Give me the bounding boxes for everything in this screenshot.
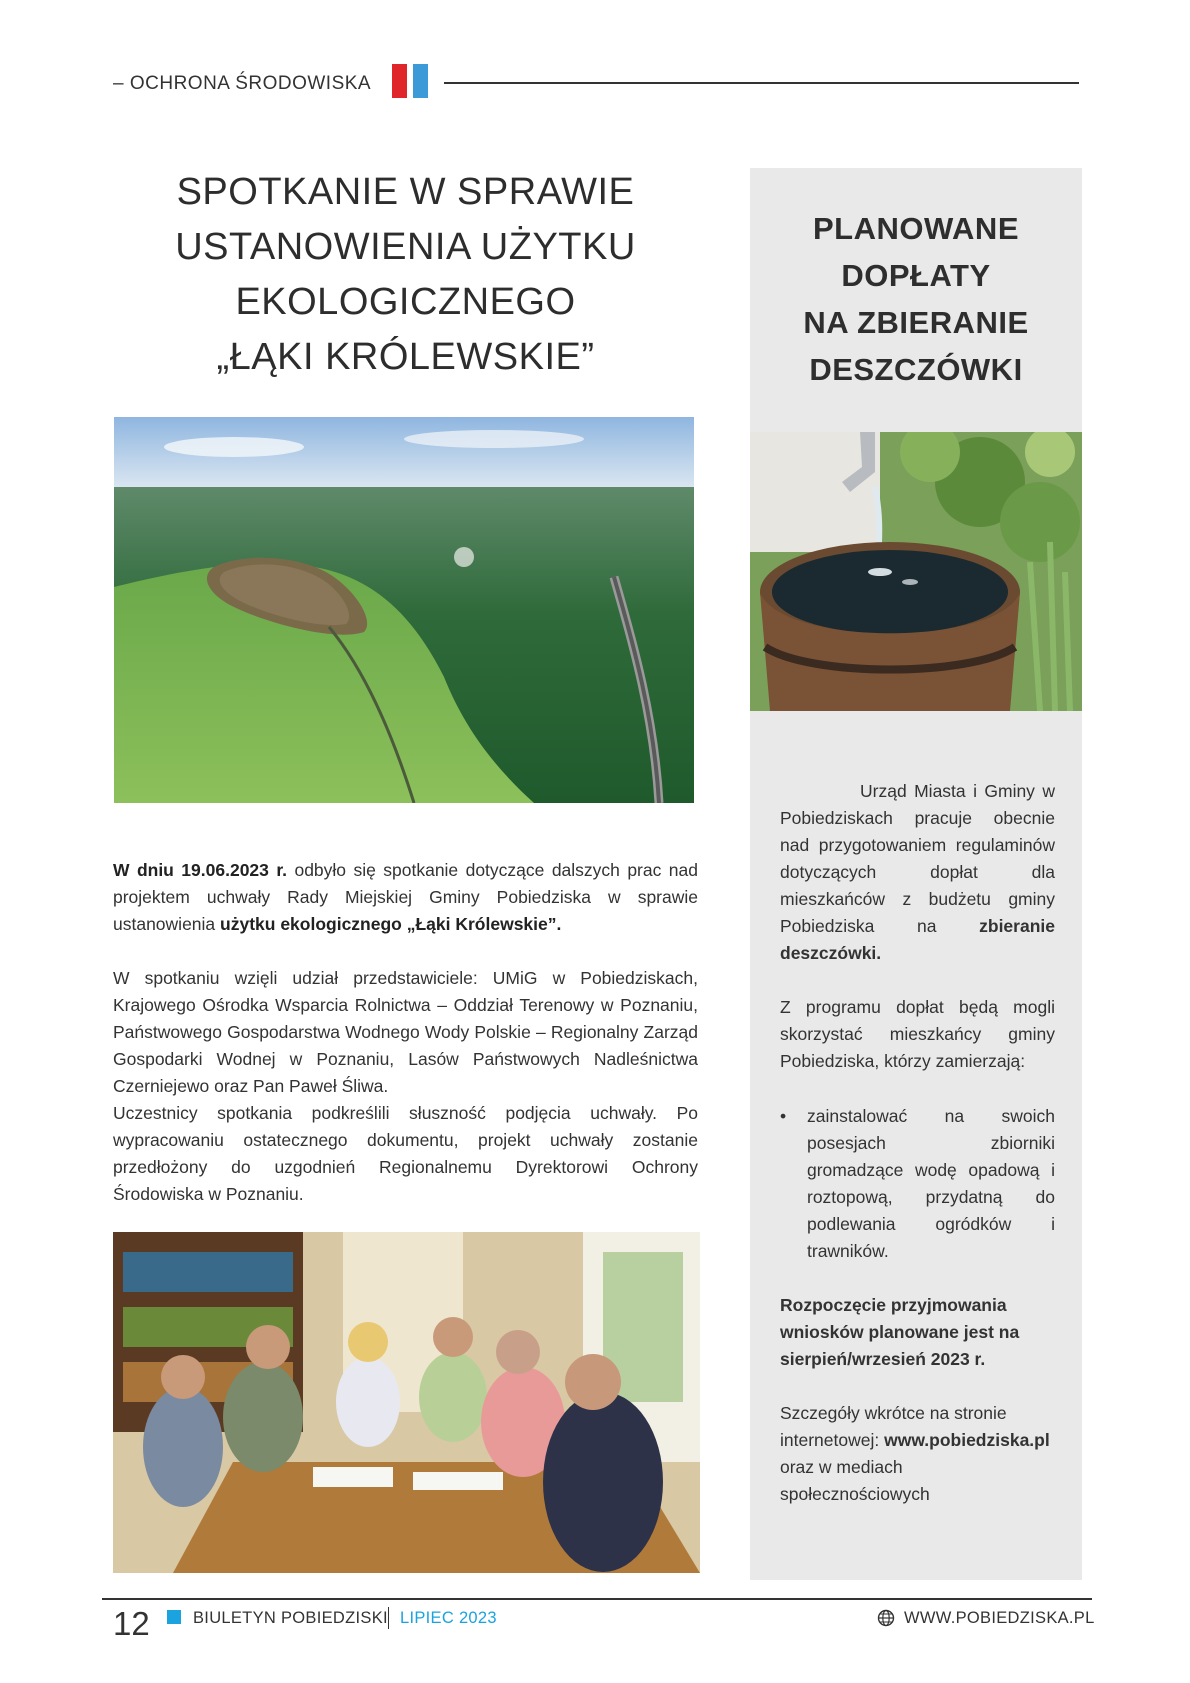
- list-item: [780, 1103, 1055, 1265]
- aerial-meadow-photo: [114, 417, 694, 803]
- footer-divider: [102, 1598, 1092, 1600]
- list-item-text: zainstalować na swoich posesjach zbiorniki gromadzące wodę opadową i roztopową, przydatną do podlewania ogródków i trawników.: [807, 1106, 1055, 1261]
- sidebar-paragraph-4: [780, 1400, 1055, 1508]
- article-title-line: SPOTKANIE W SPRAWIE: [176, 171, 635, 213]
- meeting-photo: [113, 1232, 700, 1573]
- globe-icon: [877, 1609, 895, 1627]
- footer-website-link[interactable]: WWW.POBIEDZISKA.PL: [904, 1609, 1095, 1627]
- paragraph-emphasis: użytku ekologicznego „Łąki Królewskie”.: [220, 914, 562, 934]
- flag-red-bar: [392, 64, 407, 98]
- sidebar-title-line: NA ZBIERANIE: [803, 305, 1029, 340]
- article-title: [113, 165, 698, 385]
- application-start-notice: Rozpoczęcie przyjmowania wniosków planowane jest na sierpień/wrzesień 2023 r.: [780, 1295, 1020, 1369]
- article-title-line: „ŁĄKI KRÓLEWSKIE”: [216, 336, 595, 378]
- sidebar-title-line: DOPŁATY: [841, 258, 991, 293]
- rain-barrel-photo: [750, 432, 1082, 711]
- meeting-date: W dniu 19.06.2023 r.: [113, 860, 288, 880]
- article-title-line: USTANOWIENIA UŻYTKU: [175, 226, 636, 268]
- footer-separator: [388, 1607, 389, 1629]
- article-paragraph-1: [113, 857, 698, 938]
- participants-text: W spotkaniu wzięli udział przedstawiciele: UMiG w Pobiedziskach, Krajowego Ośrodka Wsparcia Rolnictwa – Oddział Terenowy w Poznaniu, Państwowego Gospodarstwa Wodnego Wody Polskie – Regionalny Zarząd Gospodarki Wodnej w Poznaniu, Lasów Państwowych Nadleśnictwa Czerniejewo oraz Pan Paweł Śliwa.: [113, 968, 698, 1096]
- eligibility-text: Z programu dopłat będą mogli skorzystać mieszkańcy gminy Pobiedziska, którzy zamierzają:: [780, 997, 1055, 1071]
- article-paragraph-3: [113, 1100, 698, 1208]
- sidebar-text: Urząd Miasta i Gminy w Pobiedziskach pracuje obecnie nad przygotowaniem regulaminów dotyczących dopłat dla mieszkańców z budżetu gminy Pobiedziska na: [780, 781, 1055, 936]
- paragraph-text: odbyło się spotkanie dotyczące dalszych prac nad projektem uchwały Rady Miejskiej Gminy Pobiedziska w sprawie ustanowienia: [113, 860, 698, 934]
- page-number: 12: [113, 1605, 150, 1642]
- sidebar-title: [750, 205, 1082, 393]
- sidebar-title-line: DESZCZÓWKI: [809, 352, 1023, 387]
- conclusion-text: Uczestnicy spotkania podkreślili słuszność podjęcia uchwały. Po wypracowaniu ostatecznego dokumentu, projekt uchwały zostanie przedłożony do uzgodnień Regionalnemu Dyrektorowi Ochrony Środowiska w Poznaniu.: [113, 1103, 698, 1204]
- sidebar-emphasis: zbieranie deszczówki.: [780, 916, 1055, 963]
- header-divider: [444, 82, 1079, 84]
- section-label: – OCHRONA ŚRODOWISKA: [113, 73, 372, 94]
- issue-date: LIPIEC 2023: [400, 1609, 497, 1627]
- sidebar-title-line: PLANOWANE: [813, 211, 1019, 246]
- article-title-line: EKOLOGICZNEGO: [235, 281, 576, 323]
- details-text: Szczegóły wkrótce na stronie internetowej:: [780, 1403, 1007, 1450]
- bullet-mark: •: [780, 1106, 787, 1126]
- publication-name: BIULETYN POBIEDZISKI: [193, 1609, 388, 1627]
- footer-accent-square: [167, 1610, 181, 1624]
- sidebar-paragraph-3: [780, 1292, 1050, 1373]
- article-paragraph-2: [113, 965, 698, 1100]
- website-link[interactable]: www.pobiedziska.pl: [884, 1430, 1050, 1450]
- sidebar-paragraph-1: [780, 778, 1055, 967]
- details-text-rest: oraz w mediach społecznościowych: [780, 1457, 930, 1504]
- sidebar-paragraph-2: [780, 994, 1055, 1075]
- flag-blue-bar: [413, 64, 428, 98]
